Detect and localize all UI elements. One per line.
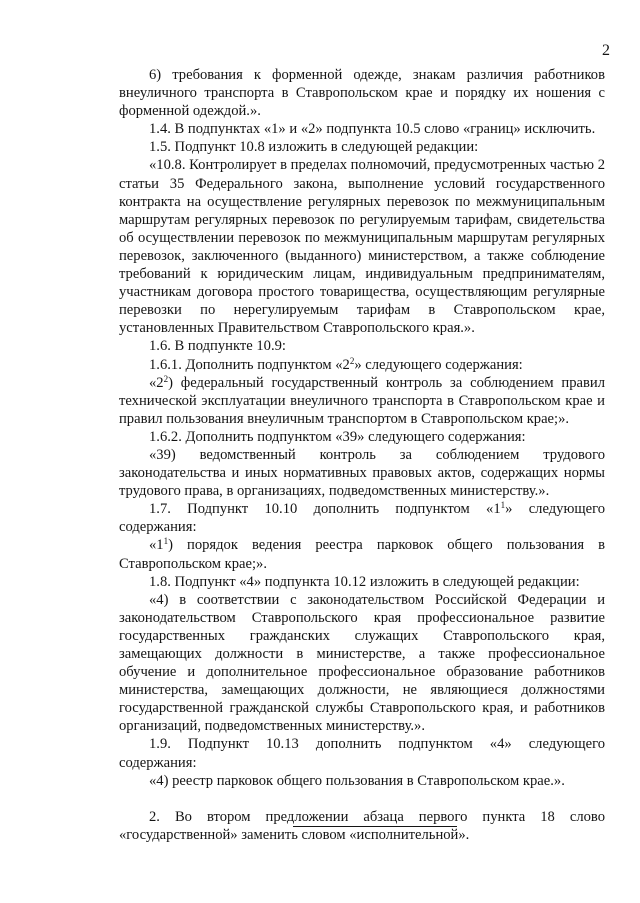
paragraph-text-before: «2 <box>149 374 164 391</box>
paragraph-text-before: 1.6.1. Дополнить подпунктом «2 <box>149 356 350 373</box>
paragraph: 1.6.2. Дополнить подпунктом «39» следующего содержания: <box>149 428 526 445</box>
paragraph <box>119 500 605 536</box>
paragraph: «39) ведомственный контроль за соблюдением трудового законодательства и иных нормативных правовых актов, содержащих нормы трудового права, в организациях, подведомственных министерству.». <box>119 446 605 500</box>
superscript: 1 <box>163 536 169 547</box>
paragraph <box>119 356 605 374</box>
paragraph-text-before: 1.7. Подпункт 10.10 дополнить подпунктом «1 <box>149 501 501 518</box>
paragraph-text-before: «1 <box>149 537 164 554</box>
paragraph: «10.8. Контролирует в пределах полномочий, предусмотренных частью 2 статьи 35 Федерального закона, выполнение условий государственного контракта на осуществление регулярных перевозок по межмуниципальным маршрутам регулярных перевозок по регулируемым тарифам, свидетельства об осуществлении перевозок по межмуниципальным маршрутам регулярных перевозок, заключенного (выданного) министерством, а также соблюдение требований к юридическим лицам, индивидуальным предпринимателям, участникам договора простого товарищества, осуществляющим регулярные перевозки по нерегулируемым тарифам в Ставропольском крае, установленных Правительством Ставропольского края.». <box>119 157 605 337</box>
paragraph: 1.8. Подпункт «4» подпункта 10.12 изложить в следующей редакции: <box>149 573 580 590</box>
superscript: 2 <box>163 373 169 384</box>
document-body <box>119 66 605 844</box>
paragraph-text-after: ) порядок ведения реестра парковок общего пользования в Ставропольском крае;». <box>119 537 605 572</box>
page-number: 2 <box>602 42 610 59</box>
paragraph: 1.6. В подпункте 10.9: <box>149 338 286 355</box>
paragraph-text-after: » следующего содержания: <box>354 356 523 373</box>
superscript: 1 <box>500 500 506 511</box>
end-separator-line <box>293 826 457 827</box>
superscript: 2 <box>349 355 355 366</box>
paragraph <box>119 374 605 428</box>
paragraph: «4) реестр парковок общего пользования в Ставропольском крае.». <box>149 772 565 789</box>
paragraph <box>119 536 605 572</box>
paragraph: 2. Во втором предложении абзаца первого пункта 18 слово «государственной» заменить словом «исполнительной». <box>119 808 605 843</box>
paragraph-text-after: ) федеральный государственный контроль за соблюдением правил технической эксплуатации внеуличного транспорта в Ставропольском крае и правил пользования внеуличным транспортом в Ставропольском крае;». <box>119 374 605 427</box>
paragraph: 6) требования к форменной одежде, знакам различия работников внеуличного транспорта в Ставропольском крае и порядку их ношения с форменной одеждой.». <box>119 67 605 120</box>
paragraph: 1.5. Подпункт 10.8 изложить в следующей редакции: <box>149 139 479 156</box>
paragraph: «4) в соответствии с законодательством Российской Федерации и законодательством Ставропольского края профессиональное развитие государственных гражданских служащих Ставропольского края, замещающих должности в министерстве, а также профессиональное обучение и дополнительное профессиональное образование работников министерства, замещающих должности, не являющиеся должностями государственной гражданской службы Ставропольского края, и работников организаций, подведомственных министерству.». <box>119 591 605 735</box>
paragraph: 1.4. В подпунктах «1» и «2» подпункта 10.5 слово «границ» исключить. <box>149 121 596 138</box>
paragraph-text-after: » следующего содержания: <box>119 501 605 536</box>
paragraph: 1.9. Подпункт 10.13 дополнить подпунктом «4» следующего содержания: <box>119 736 605 771</box>
